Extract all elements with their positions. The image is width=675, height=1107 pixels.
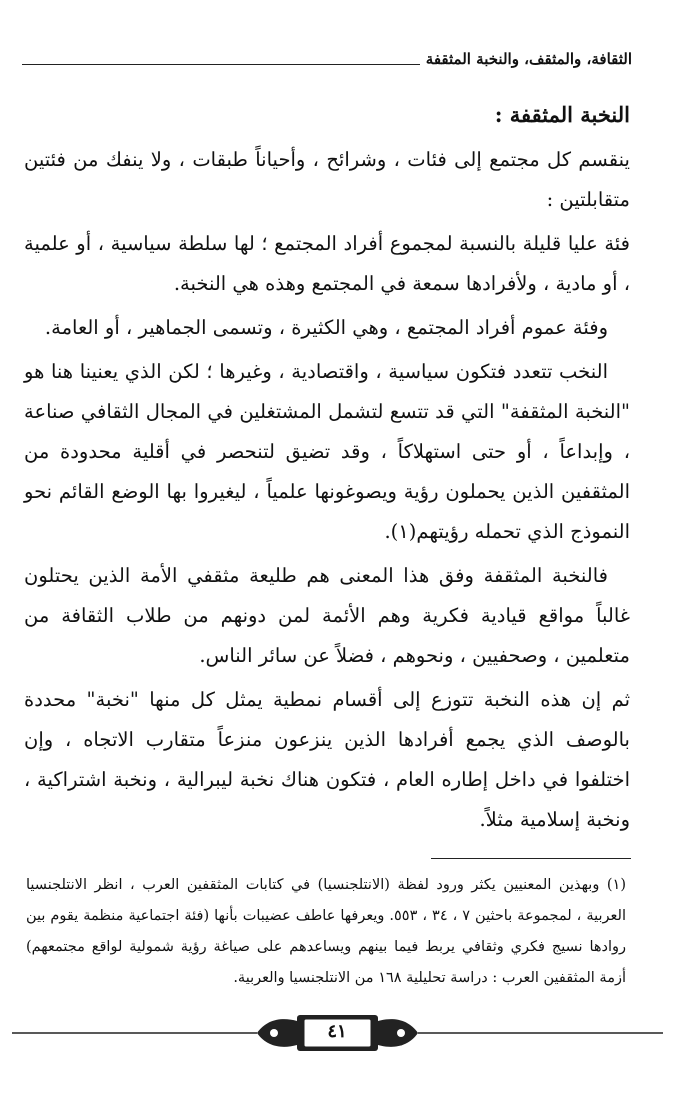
footnote: (١) وبهذين المعنيين يكثر ورود لفظة (الانتلجنسيا) في كتابات المثقفين العرب ، انظر الانتلجنسيا العربية ، لمجموعة باحثين ٧ ، ٣٤ ، ٥٥٣. ويعرفها عاطف عضيبات بأنها (فئة اجتماعية منظمة يقوم بين روادها نسيج فكري وثقافي يربط فيما بينهم ويساعدهم على صياغة رؤية شمولية لواقع مجتمعهم) أزمة المثقفين العرب : دراسة تحليلية ١٦٨ من الانتلجنسيا والعربية. — [26, 877, 626, 986]
running-title: الثقافة، والمثقف، والنخبة المثقفة — [420, 50, 632, 68]
section-heading: النخبة المثقفة : — [494, 102, 630, 127]
paragraph: ثم إن هذه النخبة تتوزع إلى أقسام نمطية يمثل كل منها "نخبة" محددة بالوصف الذي يجمع أفرادها الذين ينزعون منزعاً متقارب الاتجاه ، وإن اختلفوا في داخل إطاره العام ، فتكون هناك نخبة ليبرالية ، ونخبة اشتراكية ، ونخبة إسلامية مثلاً. — [24, 688, 630, 831]
paragraph: فئة عليا قليلة بالنسبة لمجموع أفراد المجتمع ؛ لها سلطة سياسية ، أو علمية ، أو مادية ، ولأفرادها سمعة في المجتمع وهذه هي النخبة. — [24, 232, 630, 295]
body-text — [24, 92, 630, 844]
paragraph: ينقسم كل مجتمع إلى فئات ، وشرائح ، وأحياناً طبقات ، ولا ينفك من فئتين متقابلتين : — [24, 148, 630, 211]
paragraph: وفئة عموم أفراد المجتمع ، وهي الكثيرة ، وتسمى الجماهير ، أو العامة. — [44, 316, 608, 339]
paragraph: فالنخبة المثقفة وفق هذا المعنى هم طليعة مثقفي الأمة الذين يحتلون غالباً مواقع قيادية فكرية وهم الأئمة لمن دونهم من طلاب الثقافة من متعلمين ، وصحفيين ، ونحوهم ، فضلاً عن سائر الناس. — [24, 564, 630, 667]
footnotes — [26, 870, 626, 994]
footnote-separator — [431, 858, 631, 859]
paragraph: النخب تتعدد فتكون سياسية ، واقتصادية ، وغيرها ؛ لكن الذي يعنينا هنا هو "النخبة المثقفة" التي قد تتسع لتشمل المشتغلين في المجال الثقافي صناعة ، وإبداعاً ، أو حتى استهلاكاً ، وقد تضيق لتنحصر في أقلية محدودة من المثقفين الذين يحملون رؤية ويصوغونها علمياً ، ليغيروا بها الوضع القائم نحو النموذج الذي تحمله رؤيتهم(١). — [24, 360, 630, 543]
page-number: ٤١ — [327, 1021, 347, 1042]
running-header — [22, 50, 632, 76]
